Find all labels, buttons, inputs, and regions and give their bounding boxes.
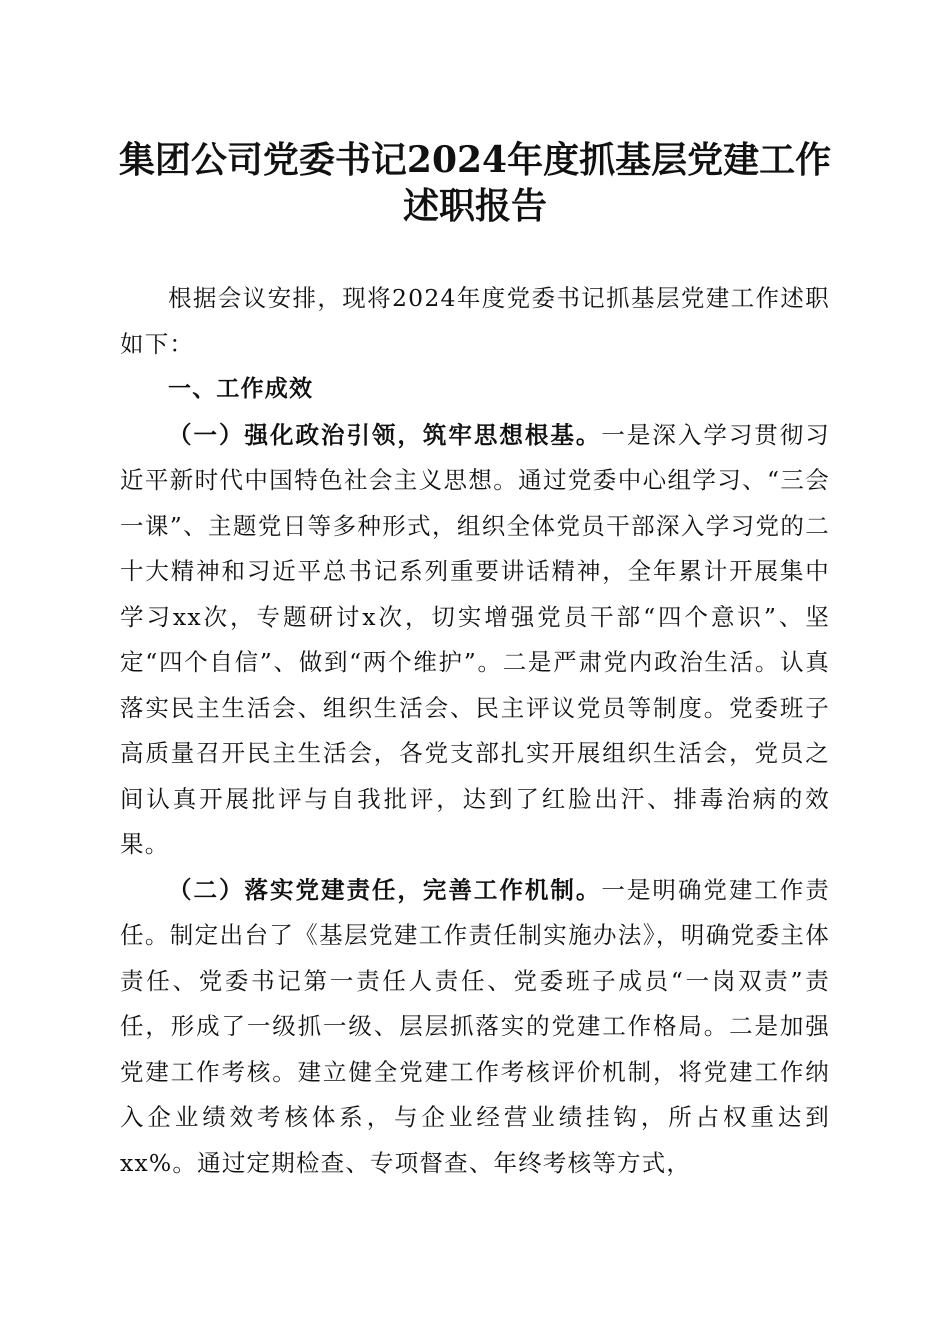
document-title-line-1: 集团公司党委书记2024年度抓基层党建工作 [118, 139, 832, 181]
subsection-2-title: （二）落实党建责任，完善工作机制。 [168, 875, 602, 904]
section-heading-achievements: 一、工作成效 [168, 376, 314, 402]
subsection-1-body: 一是深入学习贯彻习近平新时代中国特色社会主义思想。通过党委中心组学习、“三会一课”、主题党日等多种形式，组织全体党员干部深入学习党的二十大精神和习近平总书记系列重要讲话精神，全年累计开展集中学习xx次，专题研讨x次，切实增强党员干部“四个意识”、坚定“四个自信”、做到“两个维护”。二是严肃党内政治生活。认真落实民主生活会、组织生活会、民主评议党员等制度。党委班子高质量召开民主生活会，各党支部扎实开展组织生活会，党员之间认真开展批评与自我批评，达到了红脸出汗、排毒治病的效果。 [120, 420, 830, 858]
subsection-2-body: 一是明确党建工作责任。制定出台了《基层党建工作责任制实施办法》，明确党委主体责任、党委书记第一责任人责任、党委班子成员“一岗双责”责任，形成了一级抓一级、层层抓落实的党建工作格局。二是加强党建工作考核。建立健全党建工作考核评价机制，将党建工作纳入企业绩效考核体系，与企业经营业绩挂钩，所占权重达到xx%。通过定期检查、专项督查、年终考核等方式， [120, 875, 830, 1177]
subsection-2-paragraph [120, 868, 830, 1187]
subsection-1-paragraph [120, 413, 830, 868]
intro-paragraph: 根据会议安排，现将2024年度党委书记抓基层党建工作述职如下： [120, 284, 830, 358]
subsection-1-title: （一）强化政治引领，筑牢思想根基。 [168, 420, 602, 449]
document-title-line-2: 述职报告 [402, 185, 547, 227]
document-body [120, 276, 830, 1186]
